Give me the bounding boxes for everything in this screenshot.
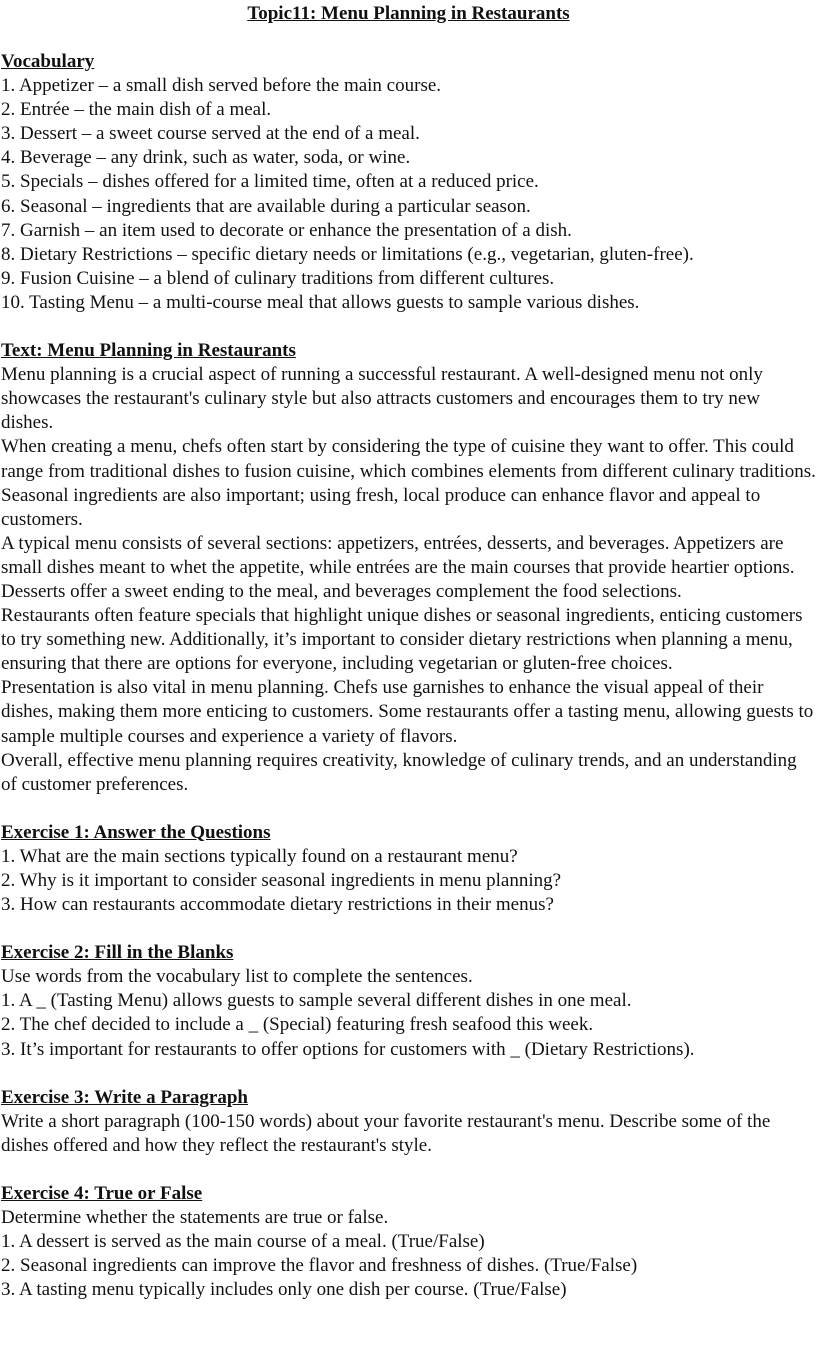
question-item: 3. How can restaurants accommodate dietary restrictions in their menus? [1,894,554,916]
fill-blank-item: 3. It’s important for restaurants to offer options for customers with _ (Dietary Restrictions). [1,1038,695,1060]
exercise-3-instruction: Write a short paragraph (100-150 words) about your favorite restaurant's menu. Describe some of the dishes offered and how they reflect the restaurant's style. [1,1110,771,1156]
vocabulary-heading: Vocabulary [1,51,95,72]
reading-paragraph: Presentation is also vital in menu planning. Chefs use garnishes to enhance the visual appeal of their dishes, making them more enticing to customers. Some restaurants offer a tasting menu, allowing guests to sample multiple courses and experience a variety of flavors. [1,677,814,747]
page-title: Topic11: Menu Planning in Restaurants [247,3,570,24]
vocabulary-item: 5. Specials – dishes offered for a limited time, often at a reduced price. [1,171,539,193]
vocabulary-item: 6. Seasonal – ingredients that are available during a particular season. [1,195,531,217]
exercise-3-heading: Exercise 3: Write a Paragraph [1,1086,248,1108]
exercise-1-questions [1,845,816,917]
exercise-2-sentences [1,989,816,1061]
vocabulary-section [1,50,816,315]
exercise-1-section [1,821,816,917]
reading-text-section [1,339,816,797]
vocabulary-item: 10. Tasting Menu – a multi-course meal that allows guests to sample various dishes. [1,291,640,313]
vocabulary-item: 8. Dietary Restrictions – specific dietary needs or limitations (e.g., vegetarian, gluten-free). [1,243,694,265]
exercise-4-instruction: Determine whether the statements are true or false. [1,1207,389,1229]
fill-blank-item: 2. The chef decided to include a _ (Special) featuring fresh seafood this week. [1,1014,594,1036]
reading-paragraph: Overall, effective menu planning requires creativity, knowledge of culinary trends, and an understanding of customer preferences. [1,749,797,795]
reading-paragraph: A typical menu consists of several sections: appetizers, entrées, desserts, and beverages. Appetizers are small dishes meant to whet the appetite, while entrées are the main courses that provide heartier options. Desserts offer a sweet ending to the meal, and beverages complement the food selections. [1,532,795,602]
exercise-2-instruction: Use words from the vocabulary list to complete the sentences. [1,966,473,988]
fill-blank-item: 1. A _ (Tasting Menu) allows guests to sample several different dishes in one meal. [1,990,632,1012]
reading-text-heading: Text: Menu Planning in Restaurants [1,340,296,362]
vocabulary-item: 3. Dessert – a sweet course served at the end of a meal. [1,123,420,145]
question-item: 1. What are the main sections typically found on a restaurant menu? [1,845,518,867]
exercise-3-section [1,1086,816,1158]
exercise-2-section [1,941,816,1061]
vocabulary-item: 2. Entrée – the main dish of a meal. [1,99,272,121]
question-item: 2. Why is it important to consider seasonal ingredients in menu planning? [1,870,562,891]
exercise-4-statements [1,1230,816,1302]
vocabulary-item: 4. Beverage – any drink, such as water, soda, or wine. [1,147,411,169]
true-false-item: 1. A dessert is served as the main course of a meal. (True/False) [1,1231,485,1253]
vocabulary-item: 1. Appetizer – a small dish served before the main course. [1,75,442,97]
exercise-4-section [1,1182,816,1302]
reading-paragraph: Menu planning is a crucial aspect of running a successful restaurant. A well-designed menu not only showcases the restaurant's culinary style but also attracts customers and encourages them to try new dishes. [1,364,763,434]
vocabulary-item: 9. Fusion Cuisine – a blend of culinary traditions from different cultures. [1,267,555,289]
reading-paragraph: Restaurants often feature specials that highlight unique dishes or seasonal ingredients, enticing customers to try something new. Additionally, it’s important to consider dietary restrictions when planning a menu, ensuring that there are options for everyone, including vegetarian or gluten-free choices. [1,605,803,675]
true-false-item: 2. Seasonal ingredients can improve the flavor and freshness of dishes. (True/False) [1,1255,638,1277]
true-false-item: 3. A tasting menu typically includes only one dish per course. (True/False) [1,1279,567,1301]
vocabulary-item: 7. Garnish – an item used to decorate or enhance the presentation of a dish. [1,219,572,241]
exercise-1-heading: Exercise 1: Answer the Questions [1,821,271,843]
reading-paragraph: When creating a menu, chefs often start by considering the type of cuisine they want to offer. This could range from traditional dishes to fusion cuisine, which combines elements from different culinary traditions. Seasonal ingredients are also important; using fresh, local produce can enhance flavor and appeal to customers. [1,436,816,530]
exercise-2-heading: Exercise 2: Fill in the Blanks [1,942,234,964]
exercise-4-heading: Exercise 4: True or False [1,1182,203,1204]
vocabulary-list [1,74,816,315]
